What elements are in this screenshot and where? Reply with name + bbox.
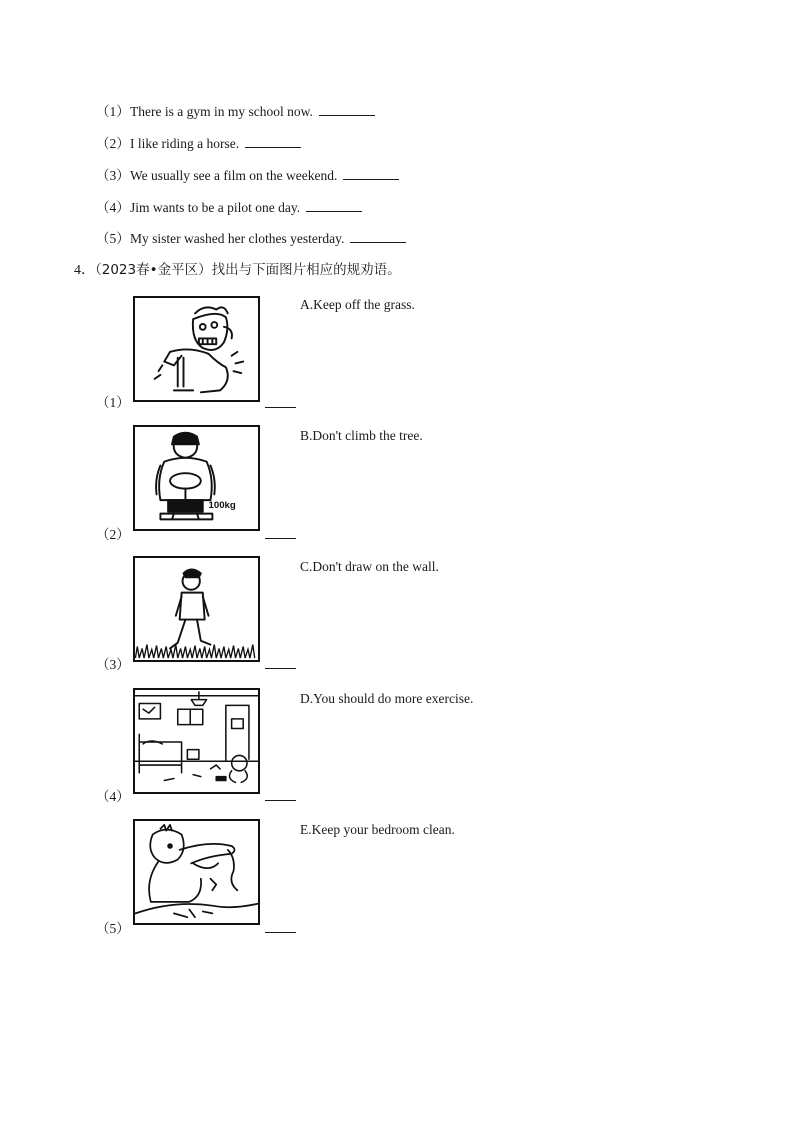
sentence-number: （5）	[96, 231, 130, 246]
man-on-scale-icon	[133, 425, 260, 531]
answer-blank[interactable]	[319, 103, 375, 116]
sentence-5	[96, 230, 406, 248]
item-label-2: （2）	[96, 527, 130, 542]
item-label-5: （5）	[96, 921, 130, 936]
boy-walking-on-grass-icon	[133, 556, 260, 662]
option-d: D.You should do more exercise.	[300, 691, 474, 706]
question-instruction: 找出与下面图片相应的规劝语。	[211, 262, 401, 278]
man-with-toothache-icon	[133, 296, 260, 402]
sentence-3	[96, 167, 399, 185]
option-c: C.Don't draw on the wall.	[300, 559, 439, 574]
answer-blank-5[interactable]	[265, 931, 296, 933]
sentence-1	[96, 103, 375, 121]
answer-blank-2[interactable]	[265, 537, 296, 539]
sentence-4	[96, 199, 362, 217]
sentence-text: My sister washed her clothes yesterday.	[130, 231, 345, 246]
option-a: A.Keep off the grass.	[300, 297, 415, 312]
sentence-number: （1）	[96, 104, 130, 119]
answer-blank[interactable]	[350, 230, 406, 243]
item-label-3: （3）	[96, 657, 130, 672]
sentence-2	[96, 135, 301, 153]
sentence-text: We usually see a film on the weekend.	[130, 168, 338, 183]
child-drawing-on-wall-icon	[133, 819, 260, 925]
item-label-1: （1）	[96, 395, 130, 410]
answer-blank-1[interactable]	[265, 406, 296, 408]
answer-blank[interactable]	[306, 199, 362, 212]
option-e: E.Keep your bedroom clean.	[300, 822, 455, 837]
answer-blank[interactable]	[343, 167, 399, 180]
item-label-4: （4）	[96, 789, 130, 804]
sentence-number: （3）	[96, 168, 130, 183]
question-source: （2023春•金平区）	[95, 262, 212, 278]
scale-weight-label: 100kg	[208, 499, 236, 511]
answer-blank-3[interactable]	[265, 667, 296, 669]
messy-bedroom-icon	[133, 688, 260, 794]
question-number: 4．	[74, 263, 95, 278]
answer-blank[interactable]	[245, 135, 301, 148]
sentence-text: There is a gym in my school now.	[130, 104, 313, 119]
answer-blank-4[interactable]	[265, 799, 296, 801]
question-4-heading	[74, 260, 401, 281]
sentence-number: （4）	[96, 200, 130, 215]
sentence-number: （2）	[96, 136, 130, 151]
option-b: B.Don't climb the tree.	[300, 428, 423, 443]
sentence-text: Jim wants to be a pilot one day.	[130, 200, 301, 215]
sentence-text: I like riding a horse.	[130, 136, 240, 151]
